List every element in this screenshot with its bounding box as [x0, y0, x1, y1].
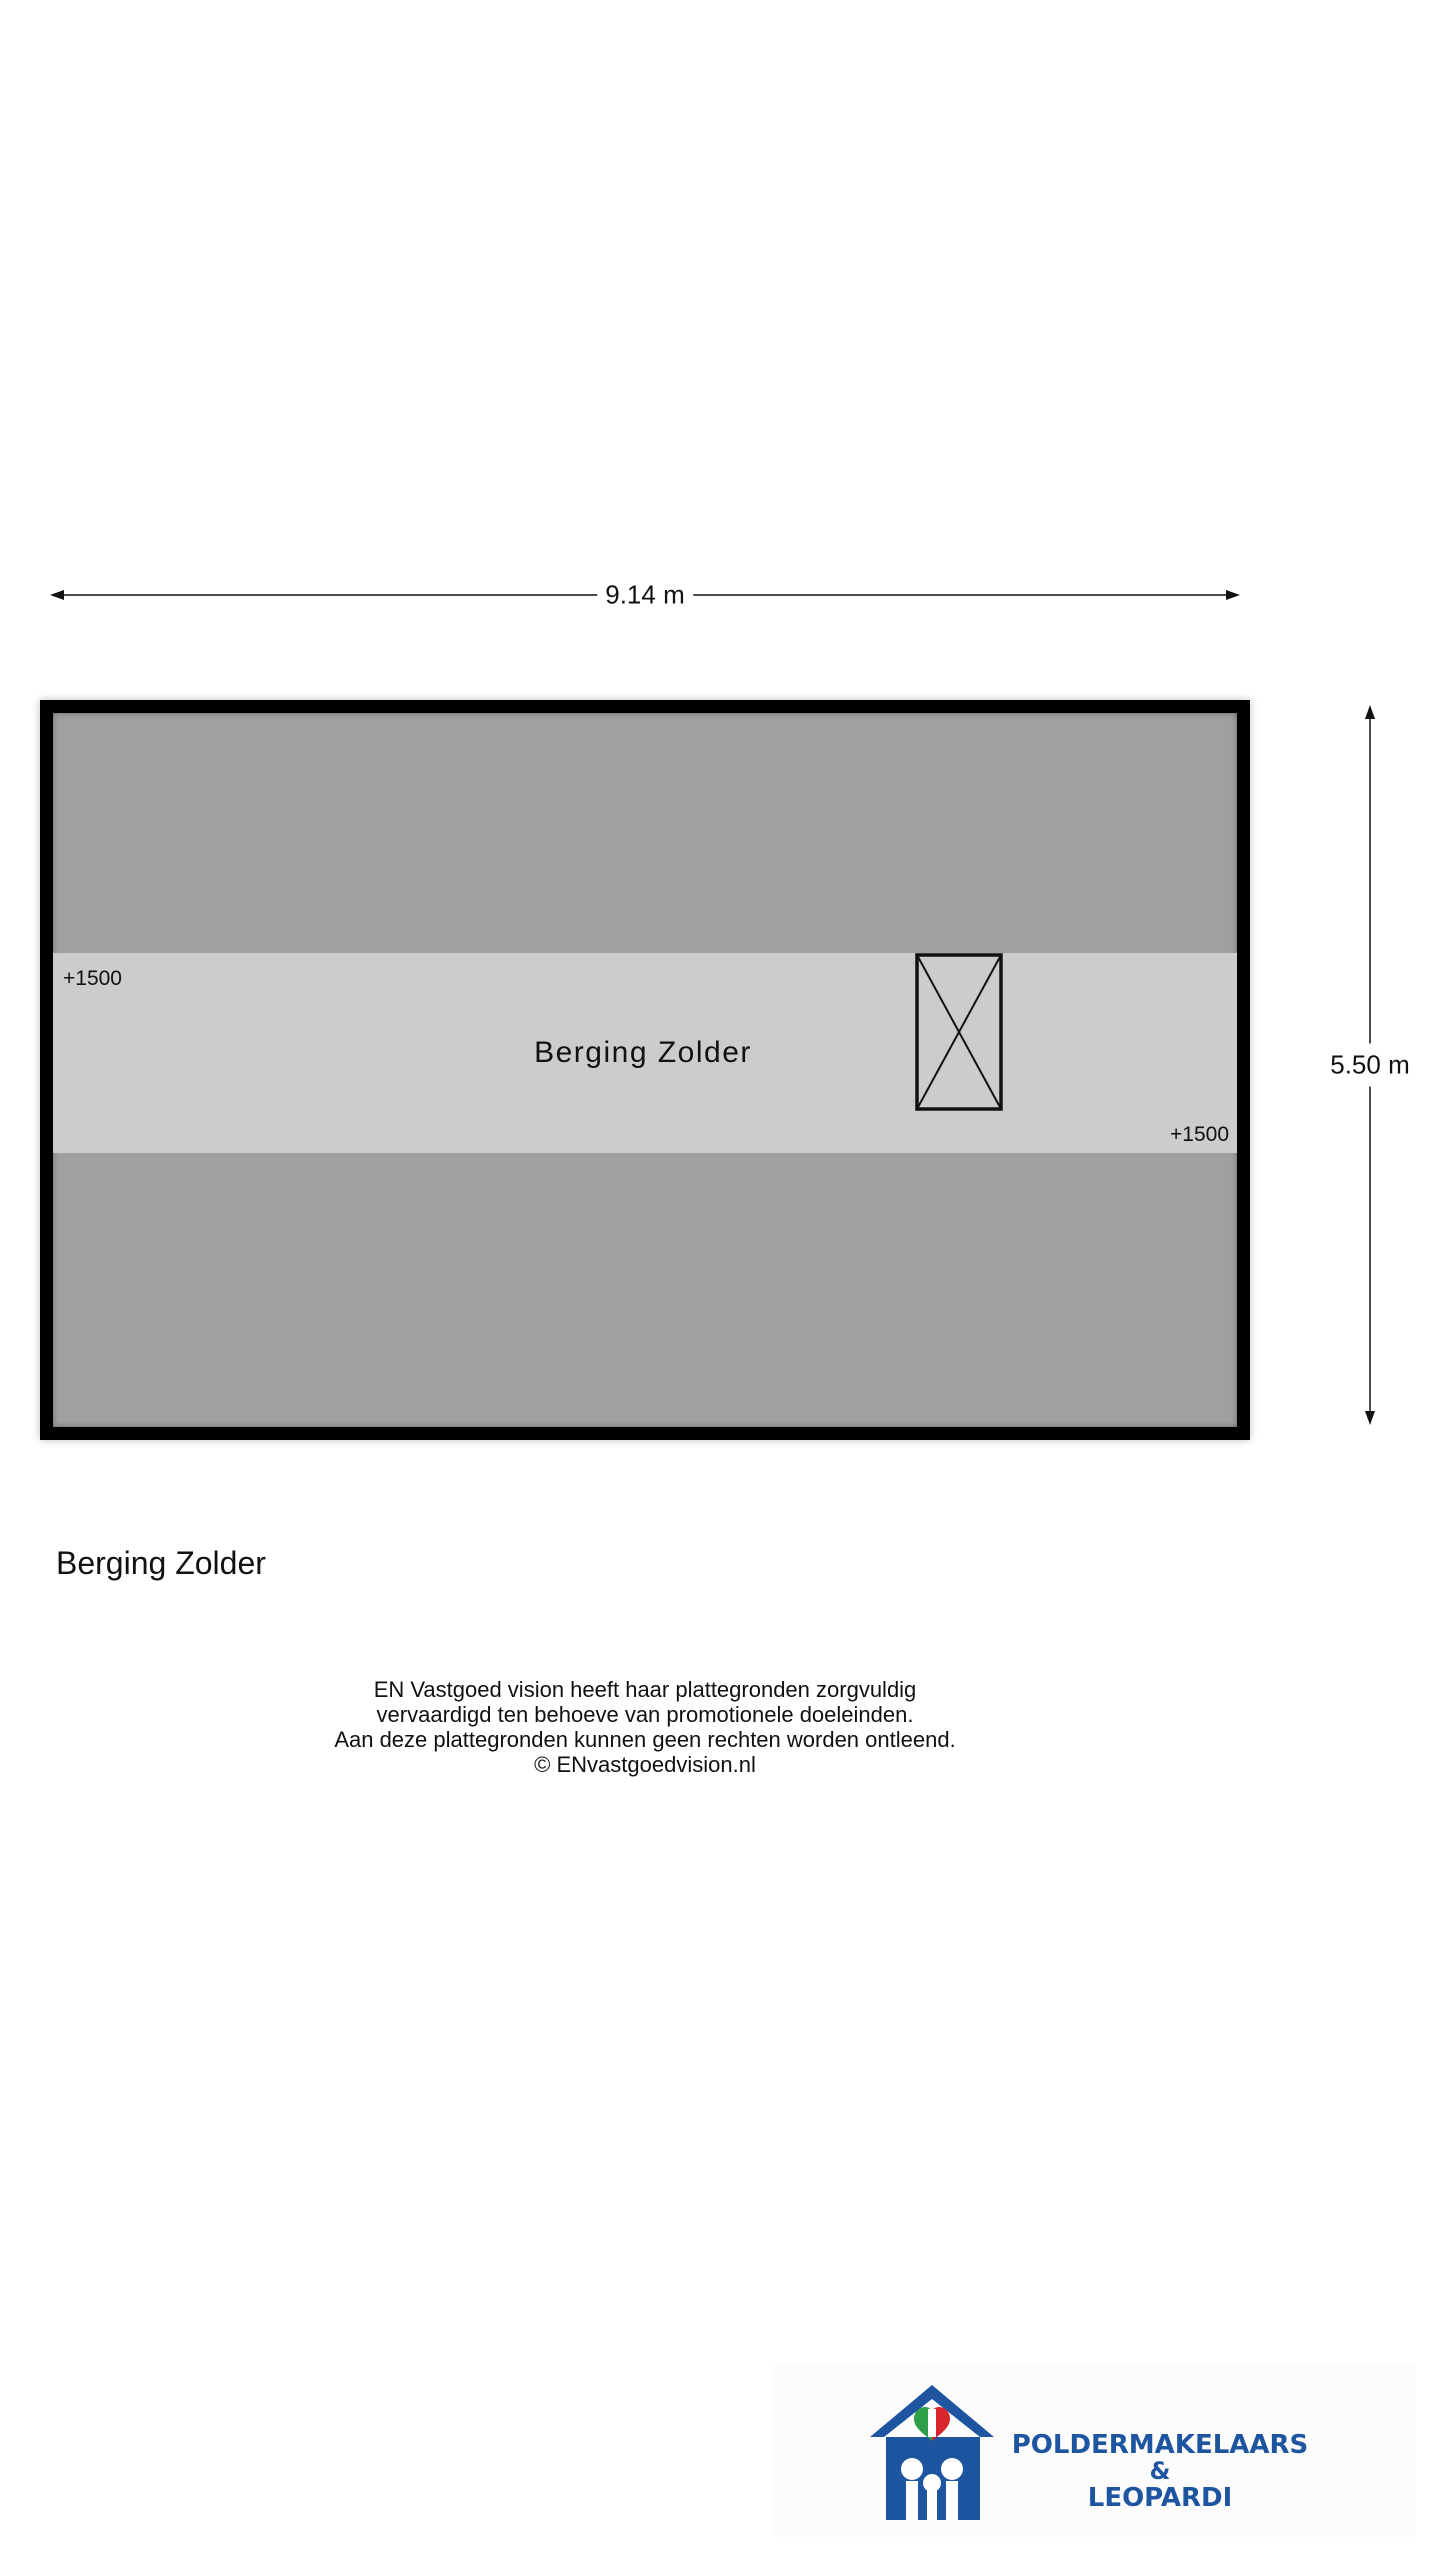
disclaimer-line: EN Vastgoed vision heeft haar plattegronden zorgvuldig: [373, 1677, 917, 1702]
height-dimension: [1330, 705, 1410, 1425]
roof-hatch-icon: [915, 953, 1003, 1111]
logo-line: LEOPARDI: [1087, 2483, 1233, 2513]
copyright-line: © ENvastgoedvision.nl: [534, 1752, 756, 1777]
floor-caption: Berging Zolder: [56, 1545, 266, 1581]
logo-wordmark: [995, 2431, 1325, 2513]
width-dimension: [50, 580, 1240, 610]
height-dimension-label: 5.50 m: [1328, 1044, 1412, 1087]
logo-line: &: [1149, 2457, 1171, 2485]
disclaimer: [220, 1677, 1070, 1777]
height-marker-right: +1500: [1170, 1123, 1229, 1146]
room-label: Berging Zolder: [534, 1036, 752, 1069]
house-logo-icon: [870, 2385, 995, 2520]
height-marker-left: +1500: [63, 967, 122, 990]
sloped-roof-area: [53, 713, 1237, 1427]
usable-floor-band: [53, 953, 1237, 1153]
logo-line: POLDERMAKELAARS: [1011, 2430, 1309, 2460]
width-dimension-label: 9.14 m: [597, 580, 693, 611]
brand-logo: [773, 2365, 1415, 2537]
floor-plan: [40, 700, 1250, 1440]
disclaimer-line: vervaardigd ten behoeve van promotionele doeleinden.: [376, 1702, 914, 1727]
disclaimer-line: Aan deze plattegronden kunnen geen rechten worden ontleend.: [334, 1727, 956, 1752]
